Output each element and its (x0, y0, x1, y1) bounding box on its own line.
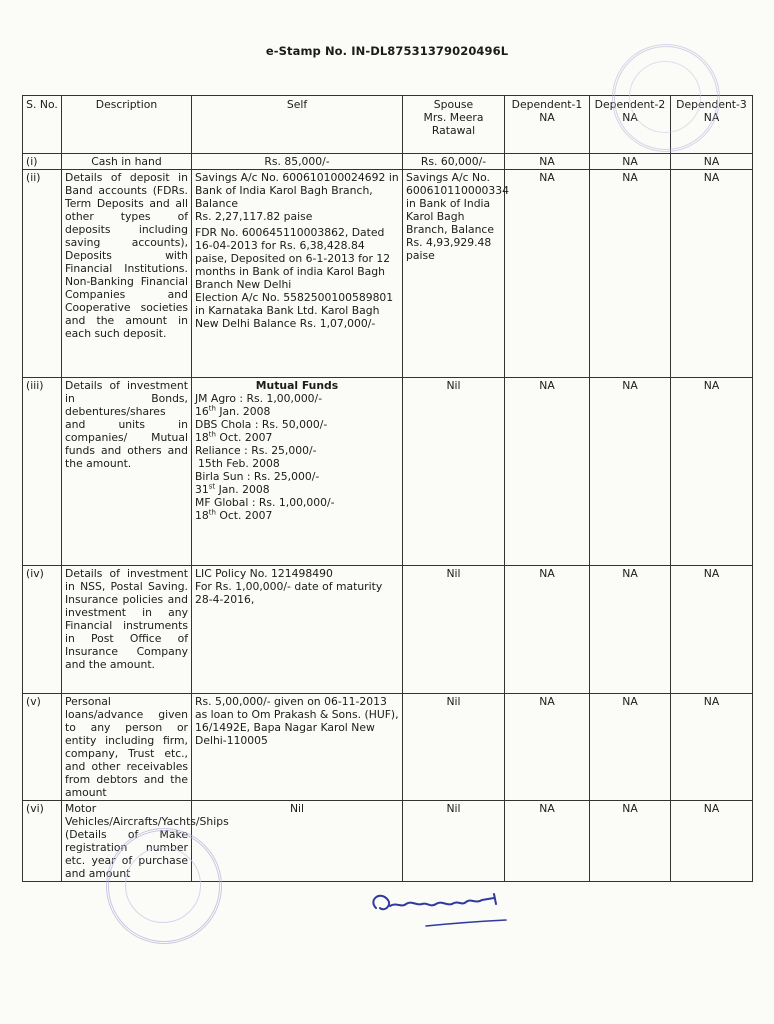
fund-date-day: 16 (195, 405, 209, 418)
row-dep2: NA (590, 566, 671, 694)
row-dep3: NA (671, 566, 753, 694)
row-self: Rs. 5,00,000/- given on 06-11-2013 as loan to Om Prakash & Sons. (HUF), 16/1492E, Bapa Nagar Karol New Delhi-110005 (192, 694, 403, 801)
table-row (23, 154, 753, 170)
row-self (192, 170, 403, 378)
row-self: Nil (192, 801, 403, 882)
header-dep2-na: NA (622, 111, 638, 124)
mutual-funds-heading: Mutual Funds (255, 379, 339, 392)
row-dep2: NA (590, 694, 671, 801)
fdr-text: FDR No. 600645110003862, Dated 16-04-2013 for Rs. 6,38,428.84 paise, Deposited on 6-1-2013 for 12 months in Bank of india Karol Bagh Branch New Delhi (195, 226, 391, 291)
row-description: Details of deposit in Band accounts (FDRs. Term Deposits and all other types of deposits including saving accounts), Deposits with Financial Institutions. Non-Banking Financial Companies and Cooperative societies and the amount in each such deposit. (62, 170, 192, 378)
fund-date (195, 405, 399, 418)
fund-name: Reliance : Rs. 25,000/- (195, 444, 317, 457)
fund-name: JM Agro : Rs. 1,00,000/- (195, 392, 323, 405)
row-sno: (i) (23, 154, 62, 170)
row-self (192, 378, 403, 566)
savings-balance-text: Rs. 2,27,117.82 paise (195, 210, 313, 223)
row-dep3: NA (671, 170, 753, 378)
fund-entry (195, 470, 399, 496)
row-dep1: NA (505, 378, 590, 566)
fund-date-rest: Oct. 2007 (215, 431, 273, 444)
row-spouse: Savings A/c No. 600610110000334 in Bank of India Karol Bagh Branch, Balance Rs. 4,93,929.48 paise (403, 170, 505, 378)
row-dep2: NA (590, 170, 671, 378)
row-sno: (iii) (23, 378, 62, 566)
row-dep1: NA (505, 566, 590, 694)
row-sno: (ii) (23, 170, 62, 378)
row-dep3: NA (671, 378, 753, 566)
table-row (23, 170, 753, 378)
row-dep1: NA (505, 694, 590, 801)
row-dep1: NA (505, 154, 590, 170)
header-dep2-label: Dependent-2 (594, 98, 666, 111)
affidavit-table (22, 95, 753, 882)
row-dep3: NA (671, 154, 753, 170)
fund-date-sup: th (208, 404, 216, 413)
header-spouse-line3: Ratawal (431, 124, 476, 137)
row-spouse: Nil (403, 378, 505, 566)
fund-entry (195, 418, 399, 444)
fund-name: MF Global : Rs. 1,00,000/- (195, 496, 335, 509)
row-spouse: Nil (403, 566, 505, 694)
row-description: Details of investment in Bonds, debentures/shares and units in companies/ Mutual funds and others and the amount. (62, 378, 192, 566)
fund-date (195, 431, 399, 444)
header-dep3-na: NA (703, 111, 720, 124)
row-dep2: NA (590, 154, 671, 170)
row-dep2: NA (590, 378, 671, 566)
row-dep2: NA (590, 801, 671, 882)
table-row (23, 566, 753, 694)
savings-account-text: Savings A/c No. 600610100024692 in Bank of India Karol Bagh Branch, Balance (195, 171, 399, 210)
row-description: Motor Vehicles/Aircrafts/Yachts/Ships (Details of Make registration number etc. year of purchase and amount (62, 801, 192, 882)
header-dep1-na: NA (539, 111, 555, 124)
header-spouse-line1: Spouse (433, 98, 474, 111)
row-self: Rs. 85,000/- (192, 154, 403, 170)
election-account-text: Election A/c No. 5582500100589801 in Karnataka Bank Ltd. Karol Bagh New Delhi Balance Rs. 1,07,000/- (195, 291, 394, 330)
fund-date-rest: Jan. 2008 (215, 483, 270, 496)
estamp-number: e-Stamp No. IN-DL87531379020496L (265, 44, 509, 58)
fund-name: Birla Sun : Rs. 25,000/- (195, 470, 320, 483)
fund-date-day: 31 (195, 483, 209, 496)
row-description: Personal loans/advance given to any person or entity including firm, company, Trust etc., and other receivables from debtors and the amount (62, 694, 192, 801)
header-dep3-label: Dependent-3 (676, 98, 747, 111)
fund-name: DBS Chola : Rs. 50,000/- (195, 418, 328, 431)
fund-entry (195, 392, 399, 418)
signature-icon (366, 886, 526, 936)
header-spouse-line2: Mrs. Meera (423, 111, 484, 124)
header-dep1-label: Dependent-1 (511, 98, 583, 111)
fund-entry (195, 496, 399, 522)
row-sno: (vi) (23, 801, 62, 882)
header-self: Self (192, 96, 403, 154)
fund-date-rest: Oct. 2007 (215, 509, 273, 522)
fund-date (195, 483, 399, 496)
table-row (23, 378, 753, 566)
fund-date-sup: th (208, 430, 216, 439)
row-self (192, 566, 403, 694)
fund-date-day: 18 (195, 509, 209, 522)
header-description: Description (62, 96, 192, 154)
row-spouse: Nil (403, 801, 505, 882)
header-sno: S. No. (23, 96, 62, 154)
lic-maturity-text: For Rs. 1,00,000/- date of maturity 28-4-2016, (195, 580, 383, 606)
fund-date-sup: th (208, 508, 216, 517)
fund-date (195, 509, 399, 522)
row-dep1: NA (505, 801, 590, 882)
fund-date-sup: st (208, 482, 216, 491)
row-sno: (iv) (23, 566, 62, 694)
row-description: Details of investment in NSS, Postal Saving. Insurance policies and investment in any Financial instruments in Post Office of Insurance Company and the amount. (62, 566, 192, 694)
fund-entry (195, 444, 399, 470)
row-dep1: NA (505, 170, 590, 378)
fund-date (195, 457, 399, 470)
row-description: Cash in hand (62, 154, 192, 170)
row-spouse: Nil (403, 694, 505, 801)
row-spouse: Rs. 60,000/- (403, 154, 505, 170)
fund-date-day: 15th Feb. 2008 (198, 457, 280, 470)
row-dep3: NA (671, 694, 753, 801)
row-sno: (v) (23, 694, 62, 801)
fund-date-rest: Jan. 2008 (215, 405, 271, 418)
lic-policy-text: LIC Policy No. 121498490 (195, 567, 333, 580)
header-dependent-1 (505, 96, 590, 154)
table-row (23, 694, 753, 801)
header-spouse (403, 96, 505, 154)
notary-seal-bottom-icon (106, 828, 222, 944)
row-dep3: NA (671, 801, 753, 882)
fund-date-day: 18 (195, 431, 209, 444)
notary-seal-top-icon (612, 44, 720, 152)
